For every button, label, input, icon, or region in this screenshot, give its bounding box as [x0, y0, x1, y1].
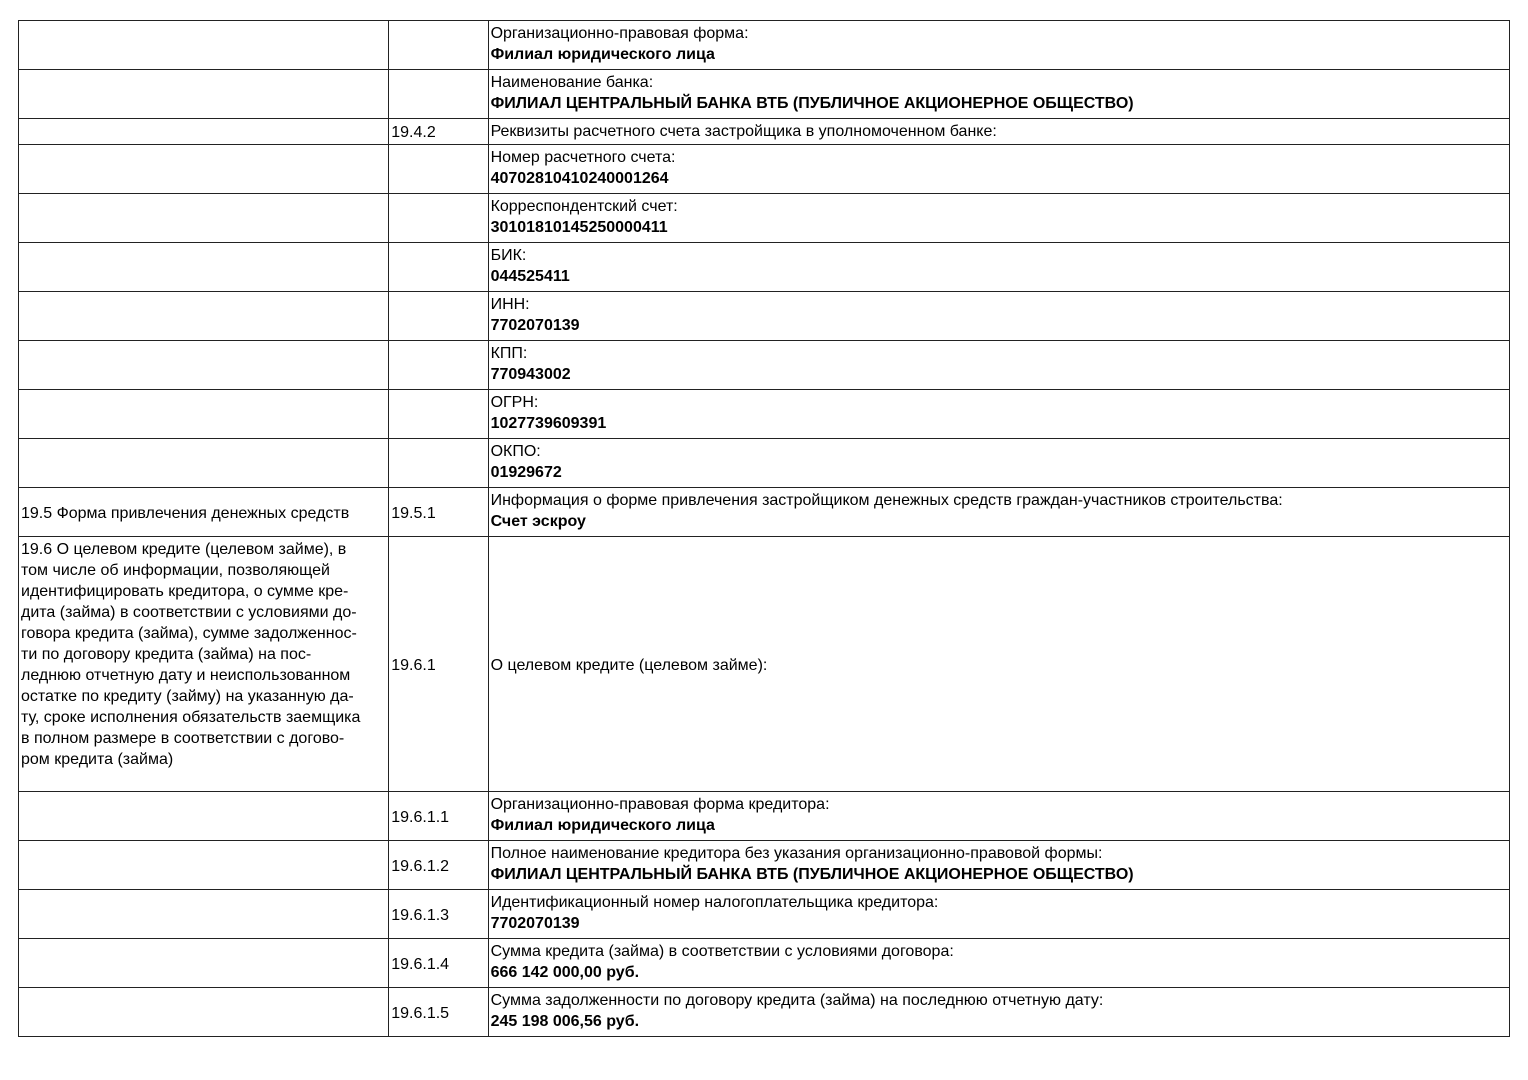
field-label: Наименование банка: — [490, 74, 654, 91]
table-row — [19, 890, 1510, 939]
field-value: 40702810410240001264 — [490, 170, 669, 187]
table-row — [19, 70, 1510, 119]
section-cell — [19, 145, 389, 194]
item-code — [389, 390, 488, 439]
item-content — [488, 841, 1509, 890]
field-value: 01929672 — [490, 464, 562, 481]
item-content — [488, 792, 1509, 841]
table-body — [19, 21, 1510, 1037]
field-label: Реквизиты расчетного счета застройщика в уполномоченном банке: — [490, 123, 997, 140]
section-cell — [19, 488, 389, 537]
field-label: Сумма кредита (займа) в соответствии с условиями договора: — [490, 943, 954, 960]
field-value: 7702070139 — [490, 317, 580, 334]
table-row — [19, 537, 1510, 792]
field-label: О целевом кредите (целевом займе): — [490, 656, 768, 674]
item-content — [488, 292, 1509, 341]
section-title-line: говора кредита (займа), сумме задолженнос- — [21, 625, 357, 642]
item-code: 19.6.1.5 — [389, 988, 488, 1037]
table-row — [19, 145, 1510, 194]
section-cell — [19, 439, 389, 488]
field-label: Корреспондентский счет: — [490, 198, 678, 215]
field-value: 245 198 006,56 руб. — [490, 1013, 640, 1030]
section-title-line: дита (займа) в соответствии с условиями до- — [21, 604, 357, 621]
item-content — [488, 145, 1509, 194]
section-cell — [19, 119, 389, 145]
section-cell — [19, 21, 389, 70]
field-label: ОГРН: — [490, 394, 539, 411]
item-content — [488, 439, 1509, 488]
field-value: ФИЛИАЛ ЦЕНТРАЛЬНЫЙ БАНКА ВТБ (ПУБЛИЧНОЕ АКЦИОНЕРНОЕ ОБЩЕСТВО) — [490, 866, 1134, 883]
item-content — [488, 488, 1509, 537]
section-cell — [19, 890, 389, 939]
table-row — [19, 194, 1510, 243]
item-content — [488, 119, 1509, 145]
item-content — [488, 537, 1509, 792]
field-value: 1027739609391 — [490, 415, 607, 432]
item-code: 19.5.1 — [389, 488, 488, 537]
section-cell — [19, 537, 389, 792]
item-code: 19.6.1.2 — [389, 841, 488, 890]
section-title-line: остатке по кредиту (займу) на указанную да- — [21, 688, 354, 705]
item-code: 19.6.1.4 — [389, 939, 488, 988]
item-content — [488, 939, 1509, 988]
table-row — [19, 21, 1510, 70]
section-title-line: идентифицировать кредитора, о сумме кре- — [21, 583, 349, 600]
section-title-line: ти по договору кредита (займа) на пос- — [21, 646, 312, 663]
disclosure-table — [18, 20, 1510, 1037]
field-value: 666 142 000,00 руб. — [490, 964, 640, 981]
item-content — [488, 390, 1509, 439]
table-row — [19, 390, 1510, 439]
section-cell — [19, 390, 389, 439]
field-label: Информация о форме привлечения застройщиком денежных средств граждан-участников строительства: — [490, 492, 1283, 509]
section-title-line: ром кредита (займа) — [21, 751, 174, 768]
item-code — [389, 21, 488, 70]
item-code — [389, 292, 488, 341]
item-content — [488, 194, 1509, 243]
item-code — [389, 145, 488, 194]
table-row — [19, 119, 1510, 145]
item-code: 19.6.1.1 — [389, 792, 488, 841]
field-label: БИК: — [490, 247, 527, 264]
field-value: 7702070139 — [490, 915, 580, 932]
field-label: Номер расчетного счета: — [490, 149, 676, 166]
section-cell — [19, 341, 389, 390]
table-row — [19, 792, 1510, 841]
item-code: 19.6.1 — [389, 537, 488, 792]
field-label: Организационно-правовая форма: — [490, 25, 749, 42]
section-title-line: 19.5 Форма привлечения денежных средств — [21, 504, 350, 522]
section-cell — [19, 292, 389, 341]
item-code — [389, 439, 488, 488]
field-value: 770943002 — [490, 366, 571, 383]
field-value: Филиал юридического лица — [490, 817, 715, 834]
section-title-line: в полном размере в соответствии с догово- — [21, 730, 345, 747]
section-title-line: ту, сроке исполнения обязательств заемщика — [21, 709, 361, 726]
table-row — [19, 939, 1510, 988]
field-value: 044525411 — [490, 268, 570, 285]
field-label: ОКПО: — [490, 443, 541, 460]
table-row — [19, 439, 1510, 488]
table-row — [19, 243, 1510, 292]
item-code: 19.4.2 — [389, 119, 488, 145]
item-code — [389, 341, 488, 390]
field-value: ФИЛИАЛ ЦЕНТРАЛЬНЫЙ БАНКА ВТБ (ПУБЛИЧНОЕ АКЦИОНЕРНОЕ ОБЩЕСТВО) — [490, 95, 1134, 112]
item-content — [488, 70, 1509, 119]
field-label: КПП: — [490, 345, 528, 362]
section-title-line: леднюю отчетную дату и неиспользованном — [21, 667, 351, 684]
section-cell — [19, 70, 389, 119]
field-value: Счет эскроу — [490, 513, 586, 530]
table-row — [19, 841, 1510, 890]
field-value: Филиал юридического лица — [490, 46, 715, 63]
item-code: 19.6.1.3 — [389, 890, 488, 939]
section-cell — [19, 841, 389, 890]
field-label: Полное наименование кредитора без указания организационно-правовой формы: — [490, 845, 1103, 862]
item-content — [488, 890, 1509, 939]
section-title-line: 19.6 О целевом кредите (целевом займе), в — [21, 541, 347, 558]
section-cell — [19, 243, 389, 292]
item-content — [488, 988, 1509, 1037]
field-label: Идентификационный номер налогоплательщика кредитора: — [490, 894, 939, 911]
table-row — [19, 341, 1510, 390]
field-value: 30101810145250000411 — [490, 219, 668, 236]
item-content — [488, 341, 1509, 390]
item-code — [389, 194, 488, 243]
section-cell — [19, 194, 389, 243]
section-cell — [19, 792, 389, 841]
item-code — [389, 70, 488, 119]
field-label: Организационно-правовая форма кредитора: — [490, 796, 830, 813]
section-cell — [19, 988, 389, 1037]
table-row — [19, 488, 1510, 537]
section-cell — [19, 939, 389, 988]
item-content — [488, 21, 1509, 70]
table-row — [19, 292, 1510, 341]
table-row — [19, 988, 1510, 1037]
section-title-line: том числе об информации, позволяющей — [21, 562, 330, 579]
field-label: Сумма задолженности по договору кредита (займа) на последнюю отчетную дату: — [490, 992, 1104, 1009]
item-content — [488, 243, 1509, 292]
field-label: ИНН: — [490, 296, 530, 313]
item-code — [389, 243, 488, 292]
